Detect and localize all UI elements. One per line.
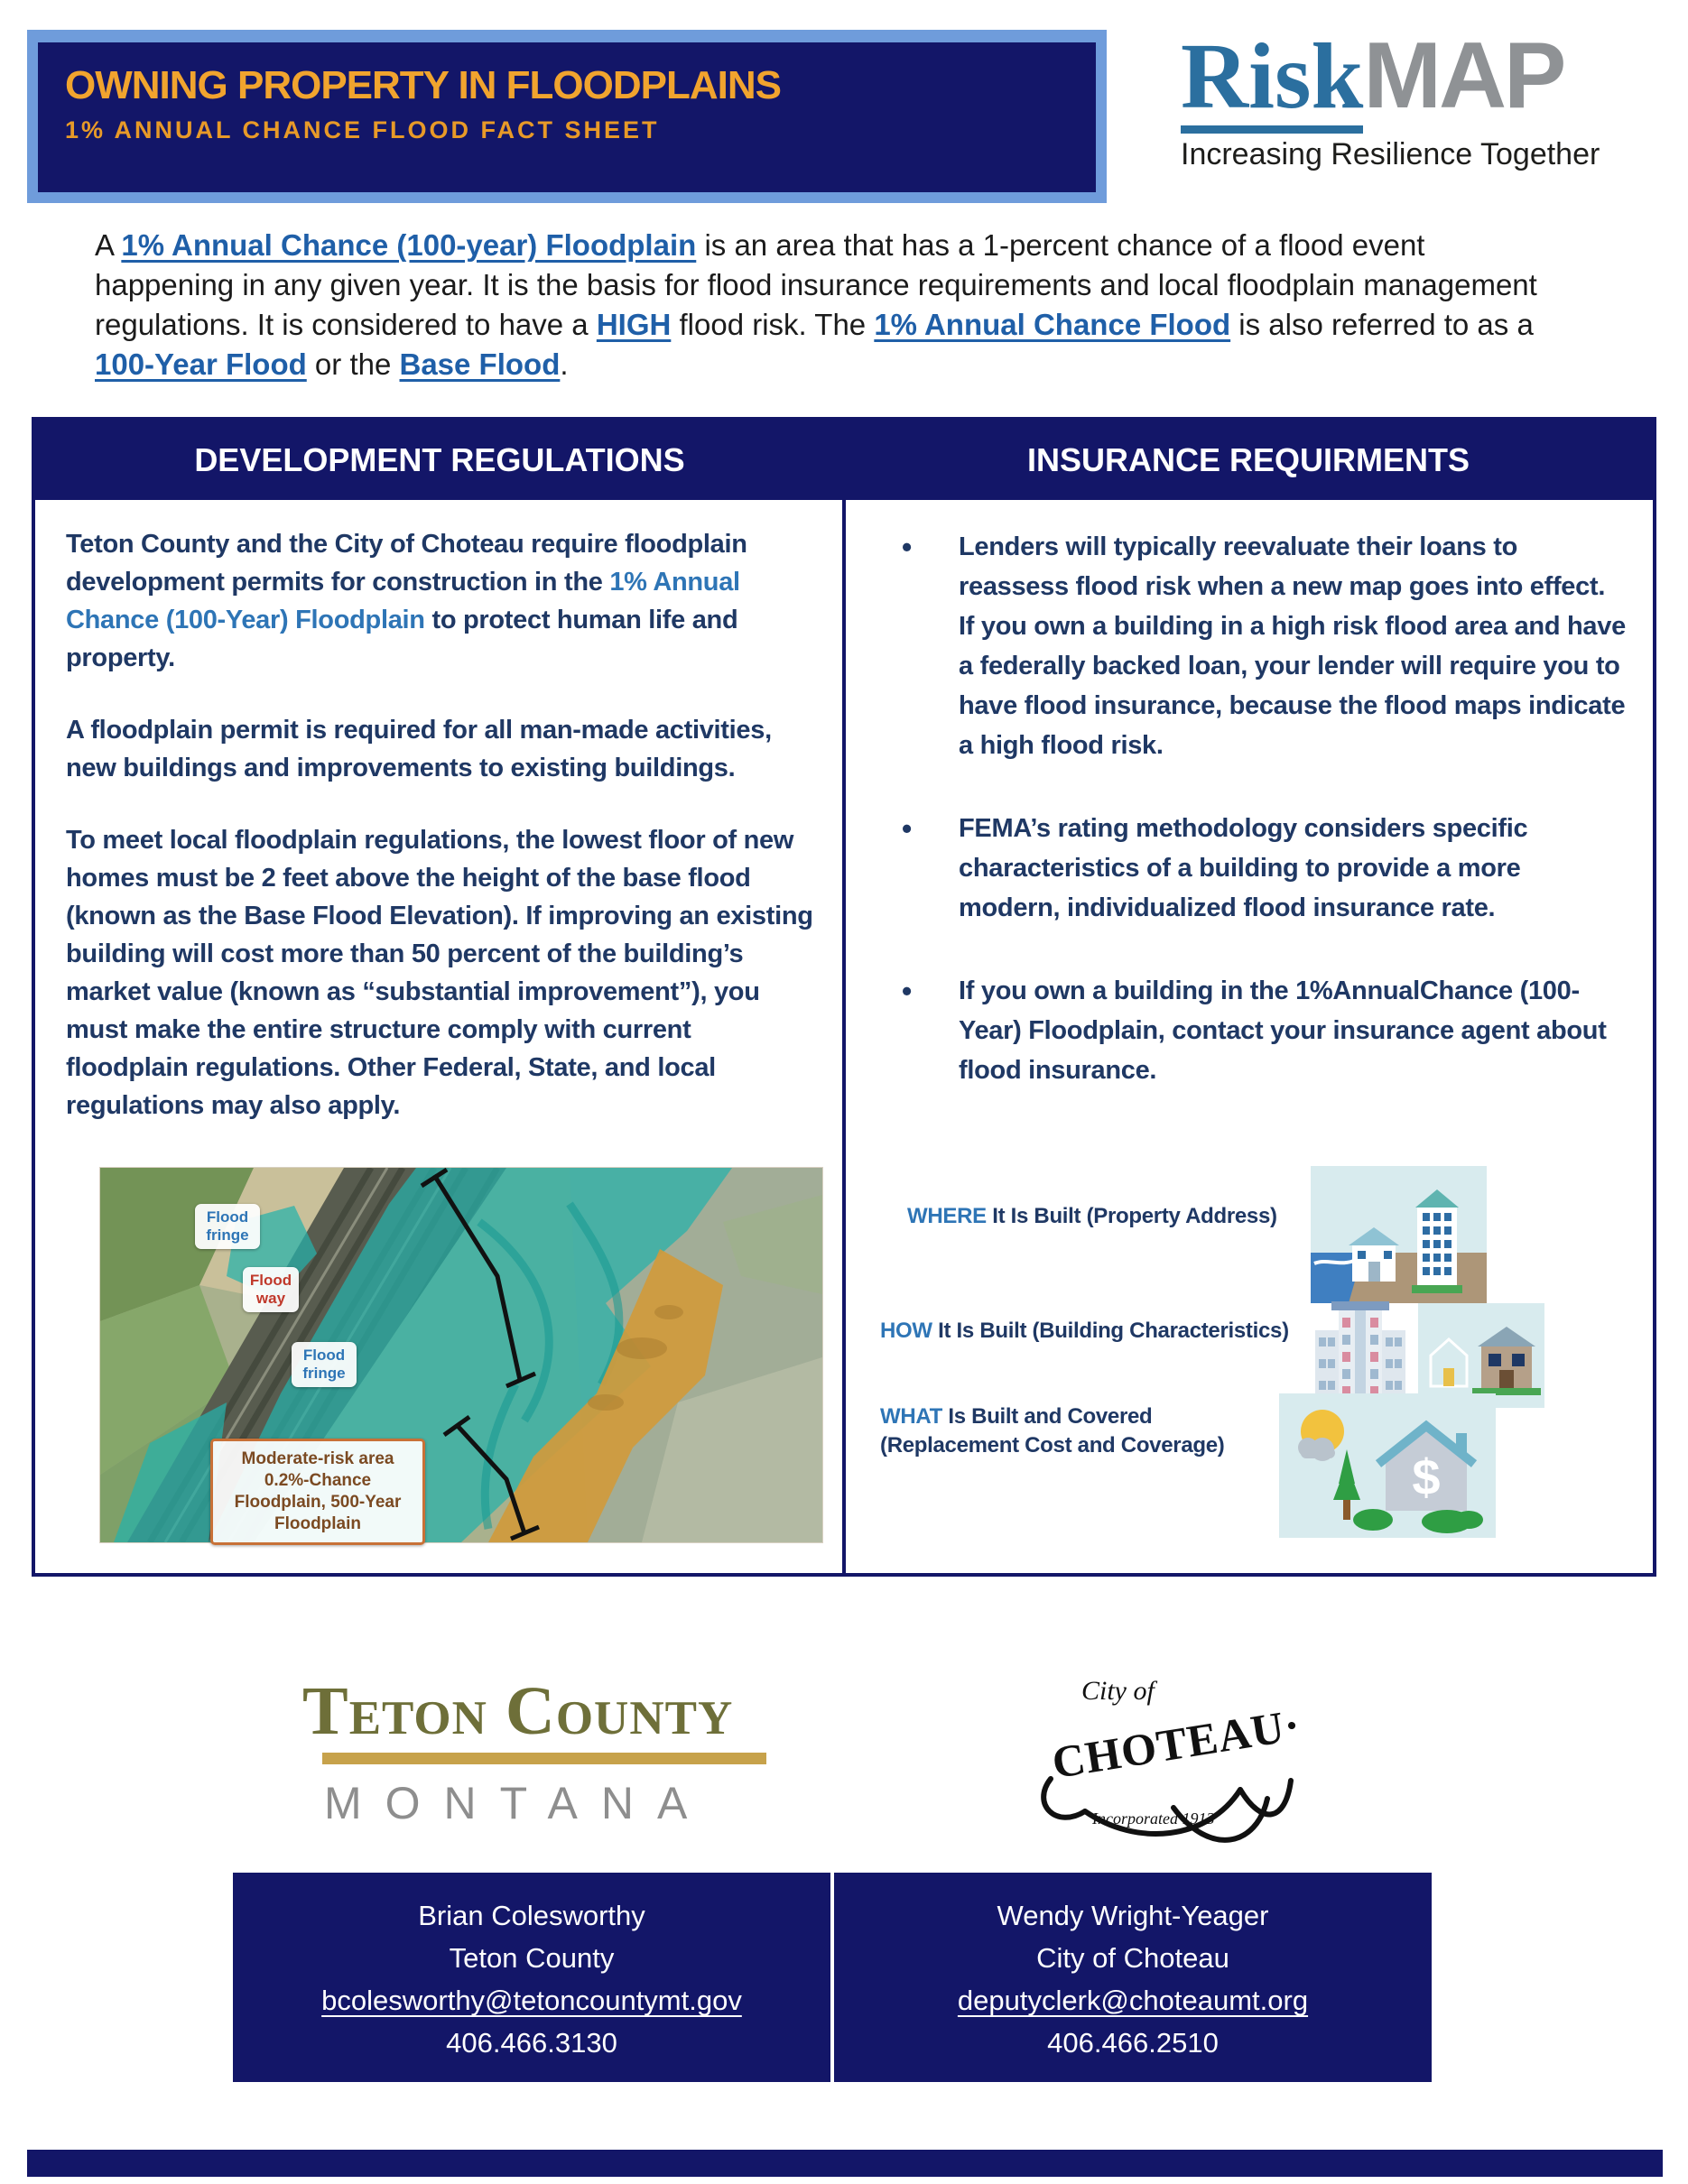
- choteau-name-text: CHOTEAU·: [1048, 1698, 1300, 1789]
- insurance-bullet: [846, 809, 1626, 928]
- bullet-text: Lenders will typically reevaluate their loans to reassess flood risk when a new map goes into effect. If you own a building in a high risk flood area and have a federally backed loan, your lender will require you to have flood insurance, because the flood maps indicate a high flood risk.: [959, 532, 1626, 760]
- svg-text:$: $: [1412, 1448, 1441, 1505]
- house-dollar-icon: [1279, 1393, 1496, 1538]
- text-segment: is also referred to as a: [1230, 308, 1534, 341]
- riskmap-logo: [1181, 23, 1673, 172]
- contact-org: City of Choteau: [1036, 1942, 1229, 1974]
- text-segment: 1% Annual Chance (100-Year) Floodplain: [66, 568, 740, 634]
- floodplain-map-figure: [100, 1168, 822, 1542]
- inline-link[interactable]: 1% Annual Chance Flood: [874, 308, 1231, 341]
- inline-link[interactable]: 100-Year Flood: [95, 347, 307, 381]
- city-of-choteau-logo: [1029, 1663, 1300, 1862]
- insurance-bullet-list: [846, 527, 1626, 1090]
- development-regulations-header: DEVELOPMENT REGULATIONS: [194, 441, 685, 478]
- what-built-illustration: [1279, 1393, 1496, 1542]
- contact-phone: 406.466.2510: [1047, 2027, 1219, 2059]
- text-segment: Is Built and Covered (Replacement Cost and Coverage): [880, 1404, 1225, 1458]
- riskmap-wordmark: [1181, 23, 1673, 134]
- riskmap-map-text: MAP: [1363, 23, 1564, 128]
- text-segment: A floodplain permit is required for all man-made activities, new buildings and improvements to existing buildings.: [66, 716, 772, 782]
- header-banner-inner: [38, 42, 1096, 192]
- text-segment: is an area that has a 1-percent chance of a flood event happening in any given year. It is the basis for flood insurance requirements and local floodplain management regulations. It is considered to have a: [95, 228, 1537, 341]
- insurance-requirements-header: INSURANCE REQUIRMENTS: [1026, 441, 1470, 478]
- choteau-city-of-text: City of: [1081, 1676, 1155, 1706]
- bullet-text: FEMA’s rating methodology considers specific characteristics of a building to provide a more modern, individualized flood insurance rate.: [959, 814, 1528, 922]
- inline-link[interactable]: HIGH: [596, 308, 672, 341]
- text-segment: Teton County and the City of Choteau require floodplain development permits for construction in the: [66, 530, 747, 597]
- intro-paragraph: [95, 226, 1562, 384]
- text-segment: to protect human life and property.: [66, 606, 738, 672]
- flood-fringe-label: Flood fringe: [292, 1342, 357, 1387]
- regulation-paragraph: [66, 711, 813, 787]
- teton-county-logo: [302, 1673, 766, 1829]
- contact-card-teton: [233, 1873, 830, 2082]
- text-segment: It Is Built (Property Address): [992, 1204, 1277, 1228]
- teton-county-name: Teton County: [302, 1673, 734, 1749]
- where-built-illustration: [1311, 1166, 1487, 1308]
- regulations-insurance-table: [32, 417, 1656, 1577]
- two-houses-icon: [1418, 1303, 1544, 1408]
- teton-state-name: MONTANA: [324, 1778, 711, 1828]
- text-segment: To meet local floodplain regulations, the lowest floor of new homes must be 2 feet above the height of the base flood (known as the Base Flood Elevation). If improving an existing building will cost more than 50 percent of the building’s market value (known as “substantial improvement”), you must make the entire structure comply with current floodplain regulations. Other Federal, State, and local regulations may also apply.: [66, 826, 813, 1120]
- header-banner: [27, 30, 1107, 203]
- table-body: [35, 500, 1653, 1573]
- contact-name: Wendy Wright-Yeager: [997, 1900, 1269, 1931]
- house-and-building-icon: [1311, 1166, 1487, 1303]
- page-subtitle: 1% ANNUAL CHANCE FLOOD FACT SHEET: [65, 116, 660, 144]
- text-segment: A: [95, 228, 122, 262]
- inline-link[interactable]: 1% Annual Chance (100-year) Floodplain: [121, 228, 697, 262]
- email-link[interactable]: deputyclerk@choteaumt.org: [957, 1985, 1309, 2016]
- contact-name: Brian Colesworthy: [418, 1900, 645, 1931]
- text-segment: It Is Built (Building Characteristics): [938, 1319, 1289, 1343]
- inline-link[interactable]: Base Flood: [399, 347, 561, 381]
- contact-org: Teton County: [449, 1942, 615, 1974]
- riskmap-risk-text: Risk: [1181, 27, 1363, 134]
- text-segment: WHAT: [880, 1404, 949, 1429]
- text-segment: WHERE: [907, 1204, 993, 1228]
- text-segment: HOW: [880, 1319, 939, 1343]
- email-link[interactable]: bcolesworthy@tetoncountymt.gov: [321, 1985, 742, 2016]
- regulation-paragraph: [66, 525, 813, 677]
- flood-way-label: Flood way: [243, 1267, 299, 1312]
- text-segment: or the: [306, 347, 400, 381]
- page-title: OWNING PROPERTY IN FLOODPLAINS: [65, 63, 782, 107]
- what-built-label: [880, 1402, 1268, 1460]
- regulation-paragraph: [66, 821, 813, 1124]
- footer-bar: [27, 2150, 1663, 2177]
- teton-gold-bar: [322, 1753, 766, 1764]
- where-built-label: [907, 1202, 1304, 1231]
- table-header-row: [35, 421, 1653, 500]
- contact-phone: 406.466.3130: [446, 2027, 617, 2059]
- how-built-label: [880, 1317, 1304, 1346]
- choteau-incorporated-text: Incorporated 1913: [1092, 1809, 1215, 1828]
- moderate-risk-area-label: Moderate-risk area 0.2%-Chance Floodplain, 500-Year Floodplain: [210, 1439, 425, 1545]
- text-segment: .: [560, 347, 569, 381]
- contact-box: [233, 1873, 1432, 2082]
- insurance-requirements-column: [846, 500, 1653, 1573]
- contact-card-choteau: [830, 1873, 1432, 2082]
- insurance-bullet: [846, 527, 1626, 765]
- text-segment: flood risk. The: [671, 308, 875, 341]
- bullet-text: If you own a building in the 1%AnnualChance (100-Year) Floodplain, contact your insurance agent about flood insurance.: [959, 976, 1607, 1085]
- choteau-emblem: [1029, 1663, 1300, 1857]
- insurance-bullet: [846, 971, 1626, 1090]
- flood-fringe-label: Flood fringe: [195, 1204, 260, 1249]
- riskmap-tagline: Increasing Resilience Together: [1181, 137, 1600, 172]
